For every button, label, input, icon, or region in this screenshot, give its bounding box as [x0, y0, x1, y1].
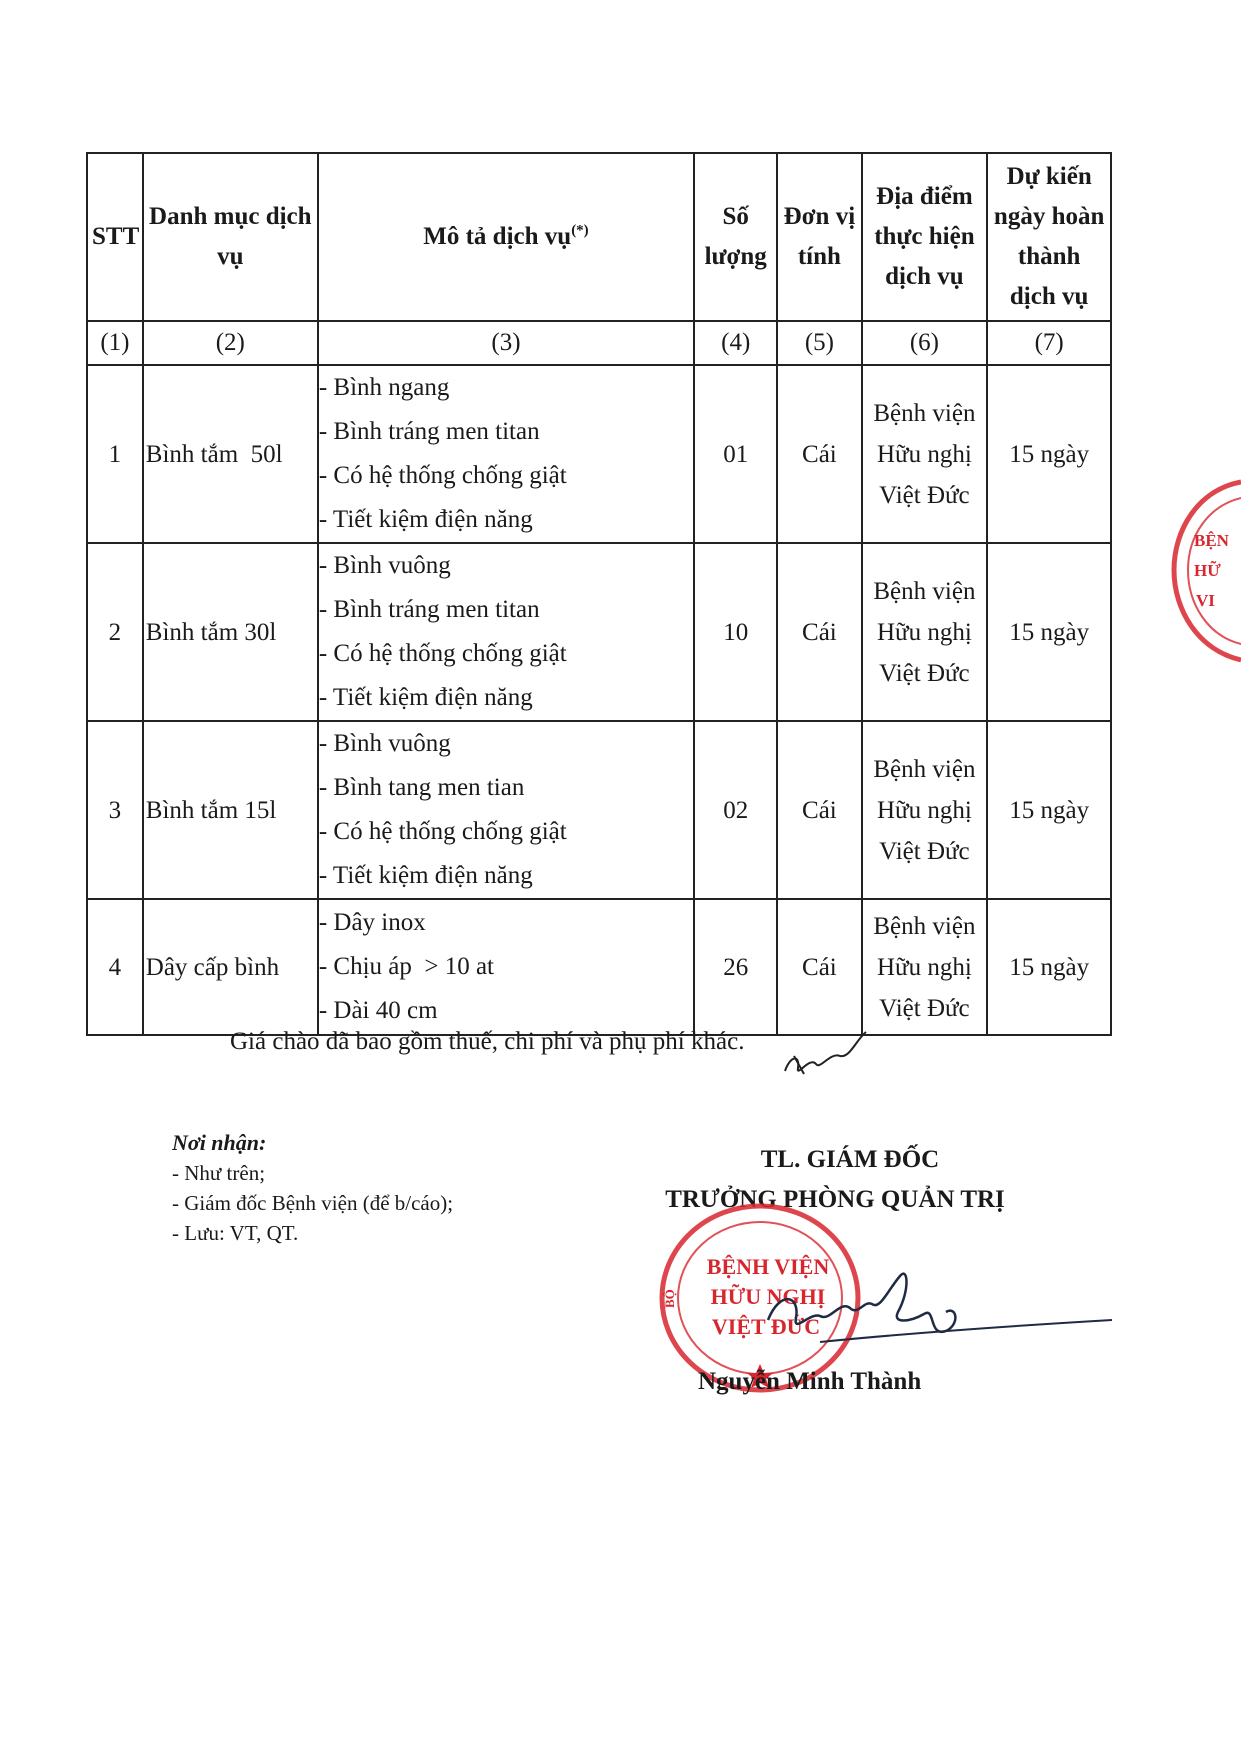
- column-number-row: [87, 321, 1111, 365]
- row-service-name: Bình tắm 30l: [143, 543, 318, 721]
- initials-scribble: [780, 1026, 870, 1086]
- table-row: [87, 543, 1111, 721]
- table-header-row: [87, 153, 1111, 321]
- description-line: - Bình ngang: [318, 374, 450, 401]
- table-row: [87, 721, 1111, 899]
- signature-title-line2: TRƯỞNG PHÒNG QUẢN TRỊ: [665, 1186, 1005, 1213]
- column-number: (7): [987, 321, 1111, 365]
- recipient-item: - Lưu: VT, QT.: [172, 1221, 299, 1245]
- header-service-description: [318, 153, 694, 321]
- row-location: Bệnh viện Hữu nghị Việt Đức: [862, 365, 988, 543]
- description-line: - Bình vuông: [318, 552, 451, 579]
- row-unit: Cái: [777, 721, 861, 899]
- row-location: Bệnh viện Hữu nghị Việt Đức: [862, 543, 988, 721]
- column-number: (5): [777, 321, 861, 365]
- partial-seal-line3: VI: [1196, 591, 1215, 610]
- seal-side-text: BỘ: [662, 1289, 677, 1308]
- description-line: - Bình tráng men titan: [318, 596, 540, 623]
- column-number: (6): [862, 321, 988, 365]
- recipients-title: Nơi nhận:: [172, 1130, 267, 1155]
- signer-name: Nguyễn Minh Thành: [698, 1368, 922, 1395]
- row-quantity: 26: [694, 899, 777, 1035]
- description-line: - Tiết kiệm điện năng: [318, 506, 533, 533]
- description-line: - Có hệ thống chống giật: [318, 462, 567, 489]
- row-unit: Cái: [777, 543, 861, 721]
- header-completion: Dự kiến ngày hoàn thành dịch vụ: [987, 153, 1111, 321]
- description-line: - Bình tráng men titan: [318, 418, 540, 445]
- price-note: Giá chào đã bao gồm thuế, chi phí và phụ phí khác.: [230, 1028, 745, 1055]
- row-stt: 2: [87, 543, 143, 721]
- row-unit: Cái: [777, 899, 861, 1035]
- table-row: [87, 365, 1111, 543]
- signature-title-line1: TL. GIÁM ĐỐC: [760, 1146, 940, 1173]
- row-completion: 15 ngày: [987, 899, 1111, 1035]
- service-table: [86, 152, 1112, 1036]
- header-unit: Đơn vị tính: [777, 153, 861, 321]
- description-line: - Bình vuông: [318, 730, 451, 757]
- row-quantity: 01: [694, 365, 777, 543]
- row-description: [318, 365, 694, 543]
- recipient-item: - Như trên;: [172, 1161, 266, 1185]
- row-location: Bệnh viện Hữu nghị Việt Đức: [862, 721, 988, 899]
- description-line: - Bình tang men tian: [318, 774, 525, 801]
- description-line: - Dài 40 cm: [318, 997, 438, 1024]
- partial-seal-line2: HỮ: [1194, 561, 1221, 580]
- row-stt: 4: [87, 899, 143, 1035]
- header-quantity: Số lượng: [694, 153, 777, 321]
- row-quantity: 02: [694, 721, 777, 899]
- header-service-category: Danh mục dịch vụ: [143, 153, 318, 321]
- header-location: Địa điểm thực hiện dịch vụ: [862, 153, 988, 321]
- description-line: - Có hệ thống chống giật: [318, 818, 567, 845]
- row-quantity: 10: [694, 543, 777, 721]
- seal-line1: BỆNH VIỆN: [706, 1254, 830, 1279]
- row-description: [318, 721, 694, 899]
- seal-line2: HỮU NGHỊ: [710, 1284, 826, 1309]
- description-line: - Chịu áp > 10 at: [318, 953, 494, 980]
- recipient-item: - Giám đốc Bệnh viện (để b/cáo);: [172, 1191, 454, 1215]
- partial-seal-line1: BỆN: [1194, 531, 1229, 550]
- column-number: (4): [694, 321, 777, 365]
- description-line: - Tiết kiệm điện năng: [318, 862, 533, 889]
- description-line: - Tiết kiệm điện năng: [318, 684, 533, 711]
- row-service-name: Dây cấp bình: [143, 899, 318, 1035]
- row-service-name: Bình tắm 15l: [143, 721, 318, 899]
- handwritten-signature: [760, 1260, 1120, 1370]
- row-location: Bệnh viện Hữu nghị Việt Đức: [862, 899, 988, 1035]
- row-completion: 15 ngày: [987, 365, 1111, 543]
- row-completion: 15 ngày: [987, 543, 1111, 721]
- row-completion: 15 ngày: [987, 721, 1111, 899]
- row-description: [318, 899, 694, 1035]
- row-service-name: Bình tắm 50l: [143, 365, 318, 543]
- recipients-block: [172, 1128, 453, 1248]
- description-line: - Có hệ thống chống giật: [318, 640, 567, 667]
- partial-seal-edge: [1168, 470, 1241, 670]
- column-number: (3): [318, 321, 694, 365]
- header-stt: STT: [87, 153, 143, 321]
- row-stt: 3: [87, 721, 143, 899]
- table-row: [87, 899, 1111, 1035]
- header-service-description-label: Mô tả dịch vụ: [423, 223, 572, 250]
- description-line: - Dây inox: [318, 909, 426, 936]
- column-number: (1): [87, 321, 143, 365]
- row-stt: 1: [87, 365, 143, 543]
- row-unit: Cái: [777, 365, 861, 543]
- column-number: (2): [143, 321, 318, 365]
- row-description: [318, 543, 694, 721]
- seal-line3: VIỆT ĐỨC: [711, 1314, 821, 1339]
- header-footnote-mark: (*): [571, 222, 589, 239]
